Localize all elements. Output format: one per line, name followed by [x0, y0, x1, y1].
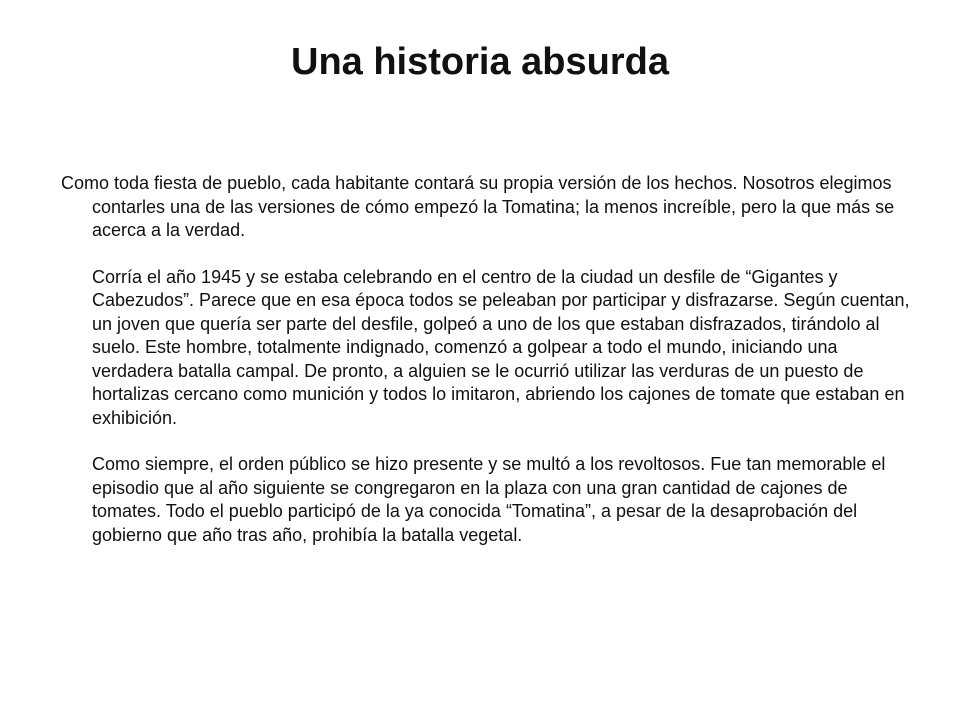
paragraph-history: Corría el año 1945 y se estaba celebrando en el centro de la ciudad un desfile de “Gigantes y Cabezudos”. Parece que en esa época todos se peleaban por participar y disfrazarse. Según cuentan, un joven que quería ser parte del desfile, golpeó a uno de los que estaban disfrazados, tirándolo al suelo. Este hombre, totalmente indignado, comenzó a golpear a todo el mundo, iniciando una verdadera batalla campal. De pronto, a alguien se le ocurrió utilizar las verduras de un puesto de hortalizas cercano como munición y todos lo imitaron, abriendo los cajones de tomate que estaban en exhibición.: [92, 266, 910, 428]
slide-title: Una historia absurda: [291, 41, 669, 83]
slide-body: [61, 172, 912, 547]
paragraph-intro: Como toda fiesta de pueblo, cada habitante contará su propia versión de los hechos. Nosotros elegimos contarles una de las versiones de cómo empezó la Tomatina; la menos increíble, pero la que más se acerca a la verdad.: [61, 173, 895, 240]
paragraph-aftermath: Como siempre, el orden público se hizo presente y se multó a los revoltosos. Fue tan memorable el episodio que al año siguiente se congregaron en la plaza con una gran cantidad de cajones de tomates. Todo el pueblo participó de la ya conocida “Tomatina”, a pesar de la desaprobación del gobierno que año tras año, prohibía la batalla vegetal.: [92, 454, 886, 545]
